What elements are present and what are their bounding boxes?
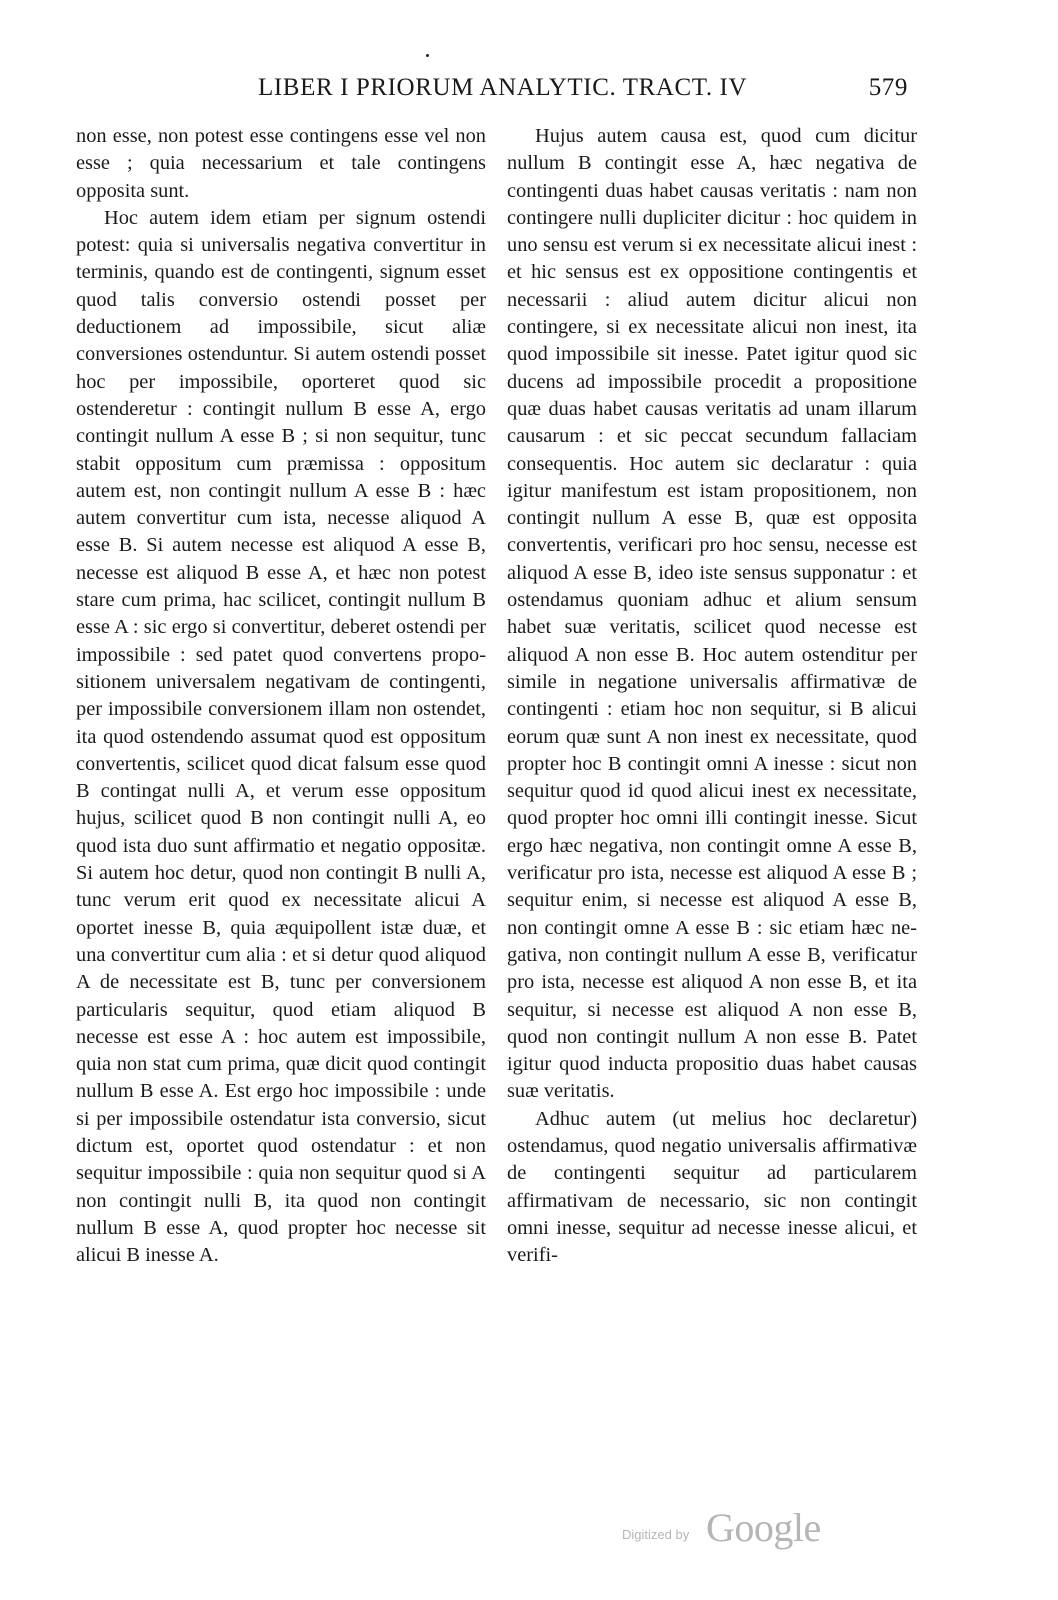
paragraph: Hoc autem idem etiam per signum ostendi potest: quia si universalis negativa convertitur in terminis, quando est de contingenti, signum esset quod talis conversio ostendi posset per deductionem ad impossibile, sicut aliæ conversiones ostenduntur. Si autem ostendi posset hoc per impossibile, oporteret quod sic ostenderetur : contingit nullum B esse A, ergo contingit nullum A esse B ; si non sequitur, tunc stabit oppositum cum præmissa : oppositum autem est, non contingit nullum A esse B : hæc autem convertitur cum ista, necesse aliquod A esse B. Si autem necesse est aliquod A esse B, necesse est aliquod B esse A, et hæc non potest stare cum prima, hac scilicet, contingit nullum B esse A : sic ergo si convertitur, deberet ostendi per impossibile : sed patet quod convertens propositionem universalem negativam de contingenti, per impossibile conversionem illam non ostendet, ita quod ostendendo assumat quod est oppositum convertentis, scilicet quod dicat falsum esse quod B contingat nulli A, et verum esse oppositum hujus, scilicet quod B non contingit nulli A, eo quod ista duo sunt affirmatio et negatio oppositæ. Si autem hoc detur, quod non contingit B nulli A, tunc verum erit quod ex necessitate alicui A oportet inesse B, quia æquipollent istæ duæ, et una convertitur cum alia : et si detur quod aliquod A de necessitate est B, tunc per conversionem particularis sequitur, quod etiam aliquod B necesse est esse A : hoc autem est impossibile, quia non stat cum prima, quæ dicit quod contingit nullum B esse A. Est ergo hoc impossibile : unde si per impossibile ostendatur ista conversio, sicut dictum est, oportet quod ostendatur : et non sequitur impossibile : quia non sequitur quod si A non contingit nulli B, ita quod non contingit nullum B esse A, quod propter hoc necesse sit alicui B inesse A. (76, 206, 486, 1267)
ink-dot (426, 54, 429, 57)
paragraph: Adhuc autem (ut melius hoc declaretur) ostendamus, quod negatio universalis affirmativæ de contingenti sequitur ad particularem affirmativam de necessario, sic non contingit omni inesse, sequitur ad necesse inesse alicui, et verifi- (507, 1107, 917, 1267)
running-title: LIBER I PRIORUM ANALYTIC. TRACT. IV (258, 74, 748, 101)
right-column (507, 123, 917, 1269)
paragraph: non esse, non potest esse contingens esse vel non esse ; quia necessarium et tale contingens opposita sunt. (76, 125, 486, 202)
watermark-prefix: Digitized by (622, 1527, 690, 1542)
running-head (258, 74, 908, 110)
left-column (76, 123, 486, 1269)
paragraph: Hujus autem causa est, quod cum dicitur nullum B contingit esse A, hæc negativa de contingenti duas habet causas veritatis : nam non contingere nulli dupliciter dicitur : hoc quidem in uno sensu est verum si ex necessitate alicui inest : et hic sensus est ex oppositione contingentis et necessarii : aliud autem dicitur alicui non contingere, si ex necessitate alicui non inest, ita quod impossibile sit inesse. Patet igitur quod sic ducens ad impossibile procedit a propositione quæ duas habet causas veritatis ad unam illarum causarum : et sic peccat secundum fallaciam consequentis. Hoc autem sic declaratur : quia igitur manifestum est istam propositionem, non contingit nullum A esse B, quæ est opposita convertentis, verificari pro hoc sensu, necesse est aliquod A esse B, ideo iste sensus supponatur : et ostendamus quoniam adhuc et alium sensum habet suæ veritatis, scilicet quod necesse est aliquod A non esse B. Hoc autem ostenditur per simile in negatione universalis affirmativæ de contingenti : etiam hoc non sequitur, si B alicui eorum quæ sunt A non inest ex necessitate, quod propter hoc B contingit omni A inesse : sicut non sequitur quod id quod alicui inest ex necessitate, quod propter hoc omni illi contingit inesse. Sicut ergo hæc negativa, non contingit omne A esse B, verificatur pro ista, necesse est aliquod A esse B ; sequitur enim, si necesse est aliquod A esse B, non contingit omne A esse B : sic etiam hæc negativa, non contingit nullum A esse B, verificatur pro ista, necesse est aliquod A non esse B, et ita sequitur, si necesse est aliquod A non esse B, quod non contingit nullum A non esse B. Patet igitur quod inducta propositio duas habet causas suæ veritatis. (507, 125, 917, 1103)
google-watermark (622, 1504, 842, 1554)
google-logo: Google (706, 1505, 821, 1550)
page-number: 579 (868, 74, 908, 101)
